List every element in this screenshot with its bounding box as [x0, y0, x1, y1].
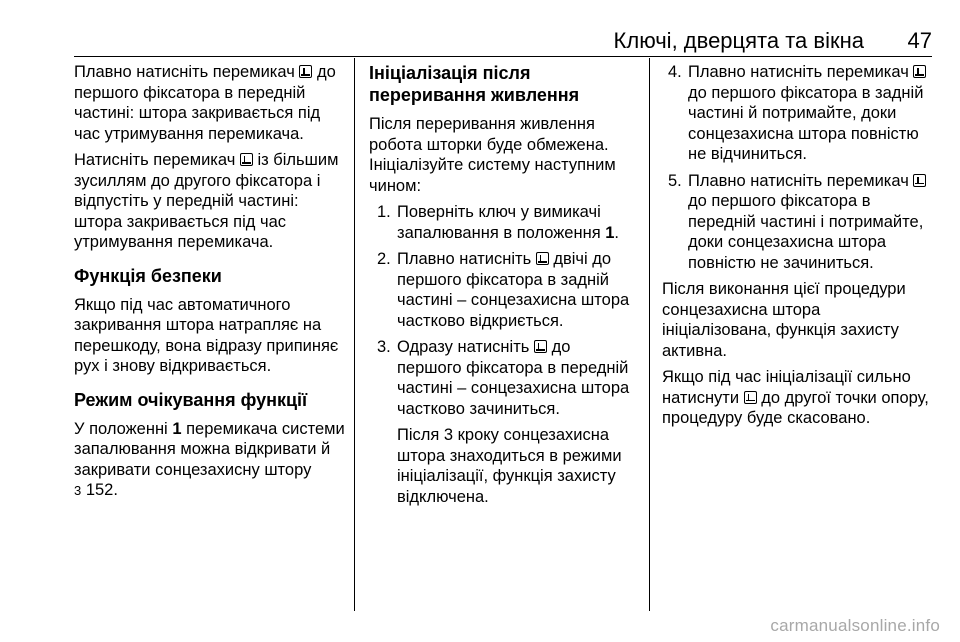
sunshade-switch-icon [534, 340, 547, 353]
column-divider [649, 58, 650, 611]
text: до першого фіксатора в задній частині й потримайте, доки сонцезахисна штора повністю не відчиниться. [688, 83, 924, 163]
text: до другої точки опору, процедуру буде скасовано. [662, 388, 929, 427]
text: Поверніть ключ у вимикачі запалювання в положення [397, 203, 601, 242]
step-number: 1. [377, 203, 391, 221]
step-note: Після 3 кроку сонцезахисна штора знаходиться в режими ініціалізації, функція захисту відключена. [397, 426, 622, 506]
text: двічі до першого фіксатора в задній частині – сонцезахисна штора частково відкриється. [397, 250, 630, 330]
steps-list [662, 62, 934, 273]
page-header [74, 28, 932, 58]
list-item [668, 171, 934, 274]
steps-list [369, 202, 635, 507]
text: Одразу натисніть [397, 338, 530, 356]
page-reference[interactable]: 152. [85, 481, 118, 499]
paragraph [74, 150, 346, 253]
arrow-ref-icon: 3 [74, 483, 82, 498]
section-heading-standby: Режим очікування функції [74, 389, 308, 410]
watermark: carmanualsonline.info [770, 616, 940, 635]
paragraph [74, 419, 346, 502]
column-1 [74, 62, 346, 508]
page-title: Ключі, дверцята та вікна [613, 28, 864, 53]
sunshade-switch-icon [913, 174, 926, 187]
text: перемикача системи запалювання можна відкривати й закривати сонцезахисну штору [74, 419, 345, 479]
paragraph: Якщо під час автоматичного закривання штора натрапляє на перешкоду, вона відразу припиняє рух і знову відкривається. [74, 295, 339, 375]
header-rule [74, 56, 932, 57]
list-item [668, 62, 934, 165]
step-number: 5. [668, 171, 682, 190]
text: Якщо під час ініціалізації сильно натиснути [662, 368, 911, 407]
step-number: 4. [668, 63, 682, 81]
text: Плавно натисніть перемикач [74, 63, 295, 81]
text: Плавно натисніть перемикач [688, 171, 909, 190]
list-item [377, 202, 635, 243]
text: Натисніть перемикач [74, 151, 236, 169]
paragraph [74, 62, 346, 144]
page-number: 47 [907, 28, 932, 53]
section-heading-safety: Функція безпеки [74, 265, 222, 286]
step-number: 3. [377, 338, 391, 356]
text: У положенні [74, 419, 168, 438]
bold-text: 1 [172, 419, 182, 438]
list-item [377, 337, 635, 507]
text: із більшим зусиллям до другого фіксатора і відпустіть у передній частині: штора закривається під час утримування перемикача. [74, 151, 339, 251]
text: до першого фіксатора в передній частині: штора закривається під час утримування перемикача. [74, 63, 336, 143]
section-heading-init: Ініціалізація після переривання живлення [369, 63, 580, 105]
paragraph [662, 367, 934, 429]
sunshade-switch-icon [913, 65, 926, 78]
column-divider [354, 58, 355, 611]
paragraph: Після переривання живлення робота шторки буде обмежена. Ініціалізуйте систему наступним чином: [369, 115, 616, 195]
text: до першого фіксатора в передній частині – сонцезахисна штора частково зачиниться. [397, 338, 630, 418]
step-number: 2. [377, 250, 391, 268]
text: Плавно натисніть перемикач [688, 63, 909, 81]
column-3 [662, 62, 934, 435]
sunshade-switch-icon [744, 391, 757, 404]
text: Плавно натисніть [397, 250, 532, 268]
sunshade-switch-icon [536, 252, 549, 265]
text: . [614, 223, 620, 242]
sunshade-switch-icon [240, 153, 253, 166]
text: до першого фіксатора в передній частині і потримайте, доки сонцезахисна штора повністю не зачиниться. [688, 192, 924, 272]
bold-text: 1 [605, 223, 615, 242]
paragraph: Після виконання цієї процедури сонцезахисна штора ініціалізована, функція захисту активна. [662, 280, 906, 360]
column-2 [369, 62, 635, 513]
sunshade-switch-icon [299, 65, 312, 78]
list-item [377, 249, 635, 331]
